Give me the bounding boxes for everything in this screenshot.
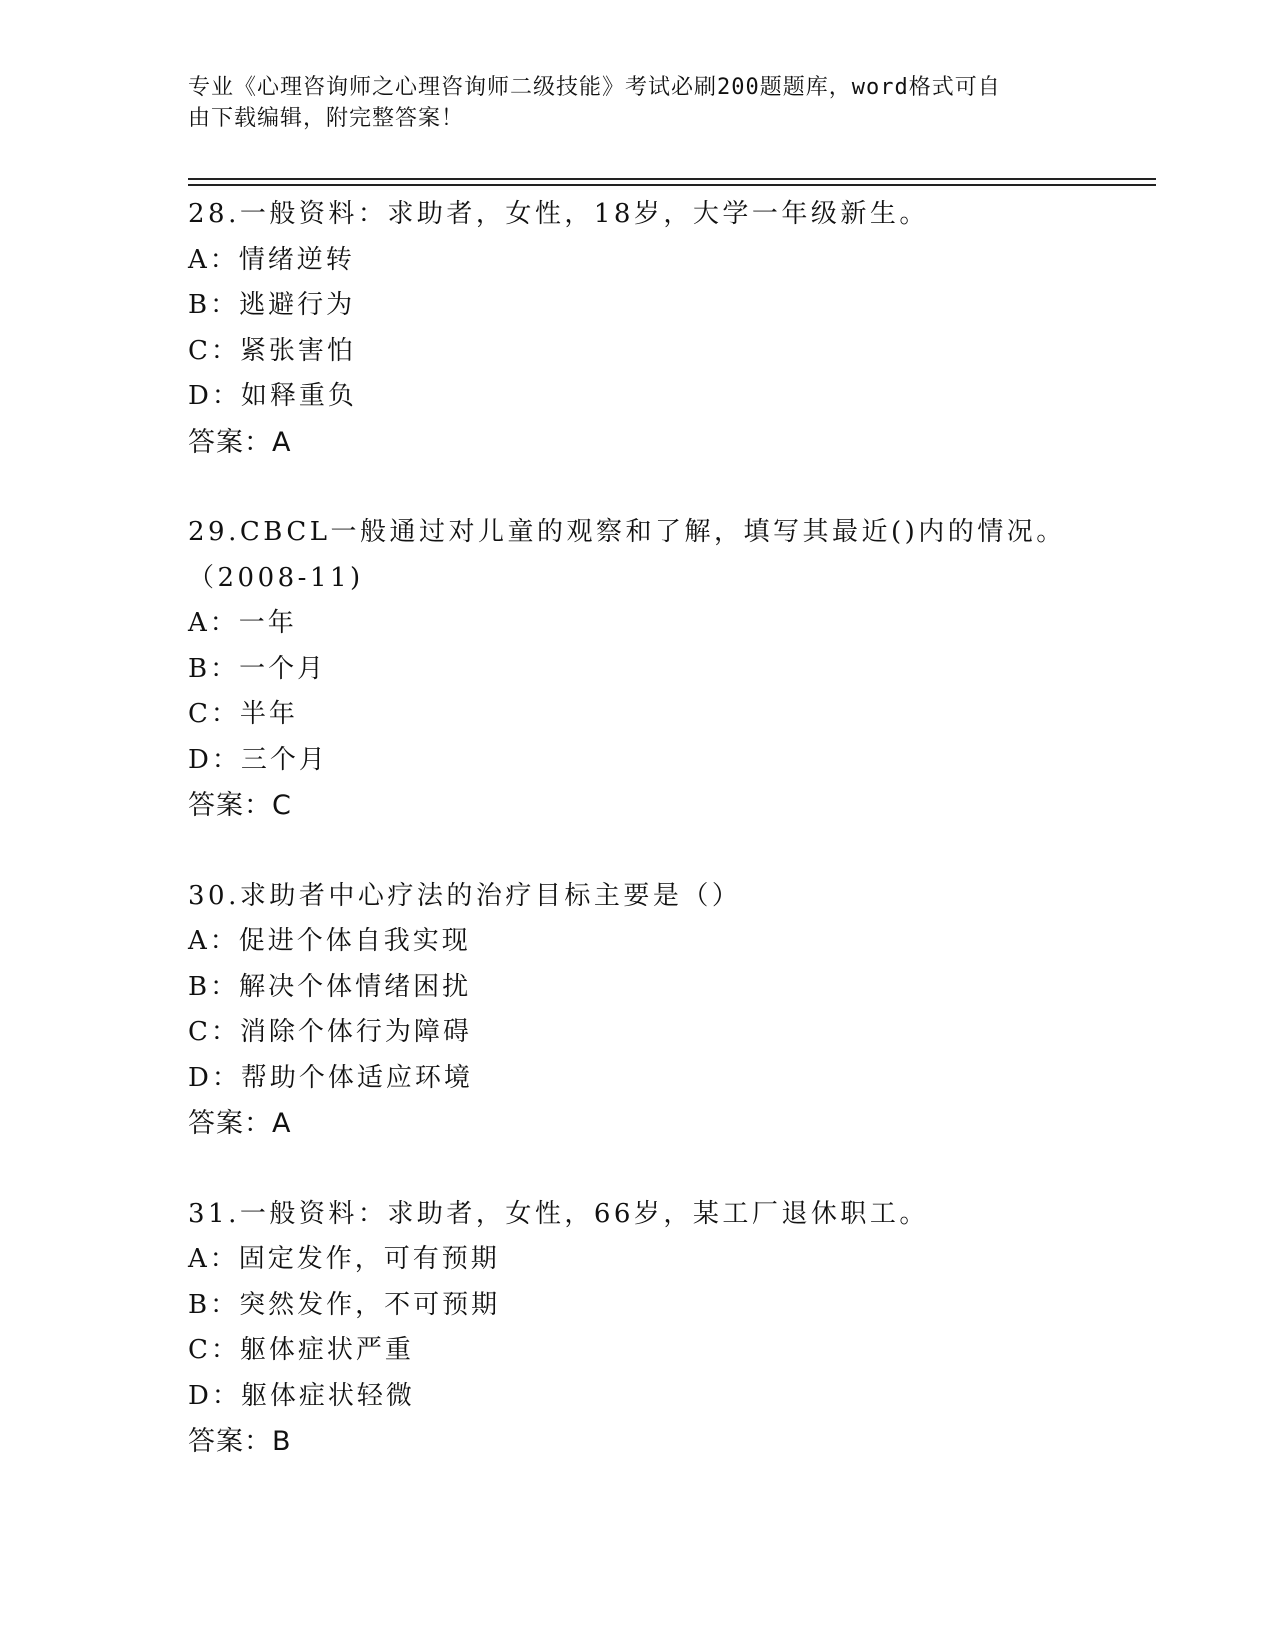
option-d: D：帮助个体适应环境	[188, 1062, 473, 1093]
option-b: B：逃避行为	[188, 290, 356, 320]
option-a: A：固定发作，可有预期	[188, 1244, 500, 1274]
question-stem: 28.一般资料：求助者，女性，18岁，大学一年级新生。	[188, 199, 929, 229]
question-31	[188, 1192, 1088, 1465]
question-list	[188, 192, 1088, 1510]
option-c: C：紧张害怕	[188, 335, 356, 366]
question-30	[188, 874, 1088, 1147]
option-a: A：一年	[188, 608, 297, 638]
option-a: A：促进个体自我实现	[188, 926, 471, 956]
option-c: C：躯体症状严重	[188, 1335, 414, 1365]
option-d: D：三个月	[188, 744, 328, 775]
answer-line: 答案：B	[188, 1426, 292, 1457]
option-b: B：突然发作，不可预期	[188, 1289, 501, 1320]
option-d: D：如释重负	[188, 381, 357, 411]
option-b: B：解决个体情绪困扰	[188, 971, 472, 1002]
question-28	[188, 192, 1088, 465]
option-c: C：半年	[188, 699, 298, 729]
header-divider-top	[188, 178, 1156, 180]
option-a: A：情绪逆转	[188, 244, 355, 275]
option-b: B：一个月	[188, 653, 327, 684]
answer-line: 答案：C	[188, 790, 292, 821]
option-c: C：消除个体行为障碍	[188, 1017, 472, 1047]
header-line-2: 由下载编辑，附完整答案！	[188, 106, 465, 131]
header-line-1: 专业《心理咨询师之心理咨询师二级技能》考试必刷200题题库，word格式可自	[188, 75, 1001, 100]
question-stem: 30.求助者中心疗法的治疗目标主要是（）	[188, 880, 742, 911]
question-stem: 31.一般资料：求助者，女性，66岁，某工厂退休职工。	[188, 1198, 929, 1229]
header-divider-bottom	[188, 184, 1156, 186]
document-header	[188, 72, 1088, 134]
question-29	[188, 510, 1088, 829]
answer-line: 答案：A	[188, 1108, 292, 1139]
option-d: D：躯体症状轻微	[188, 1380, 415, 1411]
answer-line: 答案：A	[188, 426, 292, 458]
question-stem: 29.CBCL一般通过对儿童的观察和了解，填写其最近()内的情况。（2008-11)	[188, 517, 1066, 593]
